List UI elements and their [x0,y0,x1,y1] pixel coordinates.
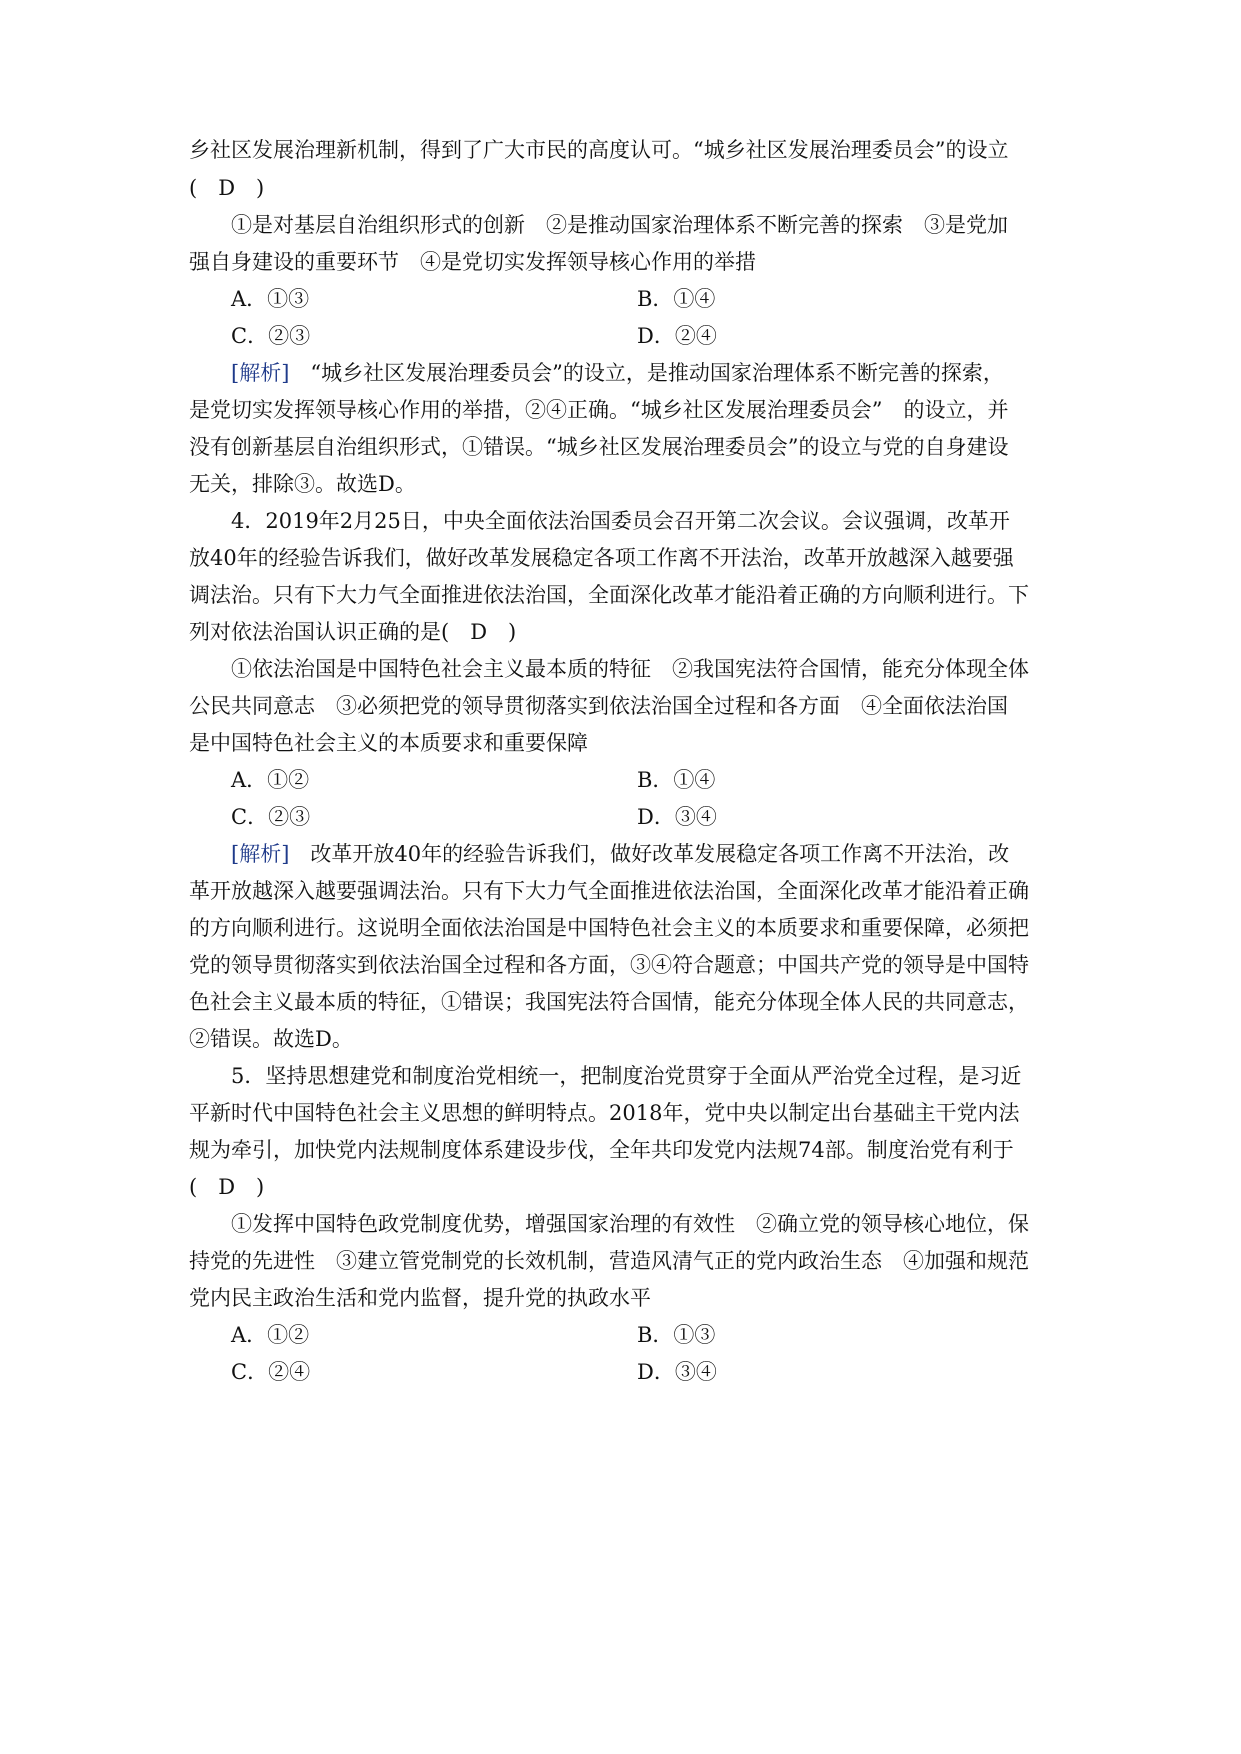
q4-analysis-line: 党的领导贯彻落实到依法治国全过程和各方面，③④符合题意；中国共产党的领导是中国特 [189,953,1029,977]
q4-stem-line: 4．2019年2月25日，中央全面依法治国委员会召开第二次会议。会议强调，改革开 [231,509,1010,533]
q3-answer-line: ( D ) [189,176,265,200]
q5-stem-line: 平新时代中国特色社会主义思想的鲜明特点。2018年，党中央以制定出台基础主干党内法 [189,1101,1020,1125]
analysis-text: 改革开放40年的经验告诉我们，做好改革发展稳定各项工作离不开法治，改 [289,842,1010,866]
q4-statements-line: 公民共同意志 ③必须把党的领导贯彻落实到依法治国全过程和各方面 ④全面依法治国 [189,694,1008,718]
q4-analysis-line: 的方向顺利进行。这说明全面依法治国是中国特色社会主义的本质要求和重要保障，必须把 [189,916,1029,940]
q3-statements-line: ①是对基层自治组织形式的创新 ②是推动国家治理体系不断完善的探索 ③是党加 [231,213,1008,237]
q5-statements-line: 党内民主政治生活和党内监督，提升党的执政水平 [189,1286,651,1310]
q4-stem-line: 调法治。只有下大力气全面推进依法治国，全面深化改革才能沿着正确的方向顺利进行。下 [189,583,1029,607]
analysis-label: [解析] [231,361,290,385]
q5-statements-line: ①发挥中国特色政党制度优势，增强国家治理的有效性 ②确立党的领导核心地位，保 [231,1212,1029,1236]
q4-option-b: B．①④ [637,768,716,792]
q4-statements-line: ①依法治国是中国特色社会主义最本质的特征 ②我国宪法符合国情，能充分体现全体 [231,657,1029,681]
q3-option-c: C．②③ [231,324,311,348]
q4-statements-line: 是中国特色社会主义的本质要求和重要保障 [189,731,588,755]
q3-analysis-line: 是党切实发挥领导核心作用的举措，②④正确。“城乡社区发展治理委员会” 的设立，并 [189,398,1009,422]
q3-option-d: D．②④ [637,324,717,348]
q5-statements-line: 持党的先进性 ③建立管党制党的长效机制，营造风清气正的党内政治生态 ④加强和规范 [189,1249,1029,1273]
q3-analysis-line: 没有创新基层自治组织形式，①错误。“城乡社区发展治理委员会”的设立与党的自身建设 [189,435,1009,459]
q3-option-a: A．①③ [231,287,310,311]
analysis-text: “城乡社区发展治理委员会”的设立，是推动国家治理体系不断完善的探索， [289,361,1004,385]
q4-analysis-line [231,839,1009,869]
q5-option-b: B．①③ [637,1323,716,1347]
q4-stem-line: 列对依法治国认识正确的是( D ) [189,620,517,644]
q5-answer-line: ( D ) [189,1175,265,1199]
q3-statements-line: 强自身建设的重要环节 ④是党切实发挥领导核心作用的举措 [189,250,756,274]
q5-option-c: C．②④ [231,1360,311,1384]
q5-option-a: A．①② [231,1323,310,1347]
q3-analysis-line: 无关，排除③。故选D。 [189,472,416,496]
q4-analysis-line: 革开放越深入越要强调法治。只有下大力气全面推进依法治国，全面深化改革才能沿着正确 [189,879,1029,903]
q4-stem-line: 放40年的经验告诉我们，做好改革发展稳定各项工作离不开法治，改革开放越深入越要强 [189,546,1014,570]
q3-analysis-line [231,358,1004,388]
q4-option-d: D．③④ [637,805,717,829]
q5-stem-line: 5．坚持思想建党和制度治党相统一，把制度治党贯穿于全面从严治党全过程，是习近 [231,1064,1022,1088]
q4-option-c: C．②③ [231,805,311,829]
q4-option-a: A．①② [231,768,310,792]
q3-option-b: B．①④ [637,287,716,311]
q5-option-d: D．③④ [637,1360,717,1384]
analysis-label: [解析] [231,842,290,866]
q3-stem-line: 乡社区发展治理新机制，得到了广大市民的高度认可。“城乡社区发展治理委员会”的设立 [189,138,1009,162]
q4-analysis-line: ②错误。故选D。 [189,1027,353,1051]
q5-stem-line: 规为牵引，加快党内法规制度体系建设步伐，全年共印发党内法规74部。制度治党有利于 [189,1138,1014,1162]
q4-analysis-line: 色社会主义最本质的特征，①错误；我国宪法符合国情，能充分体现全体人民的共同意志， [189,990,1029,1014]
